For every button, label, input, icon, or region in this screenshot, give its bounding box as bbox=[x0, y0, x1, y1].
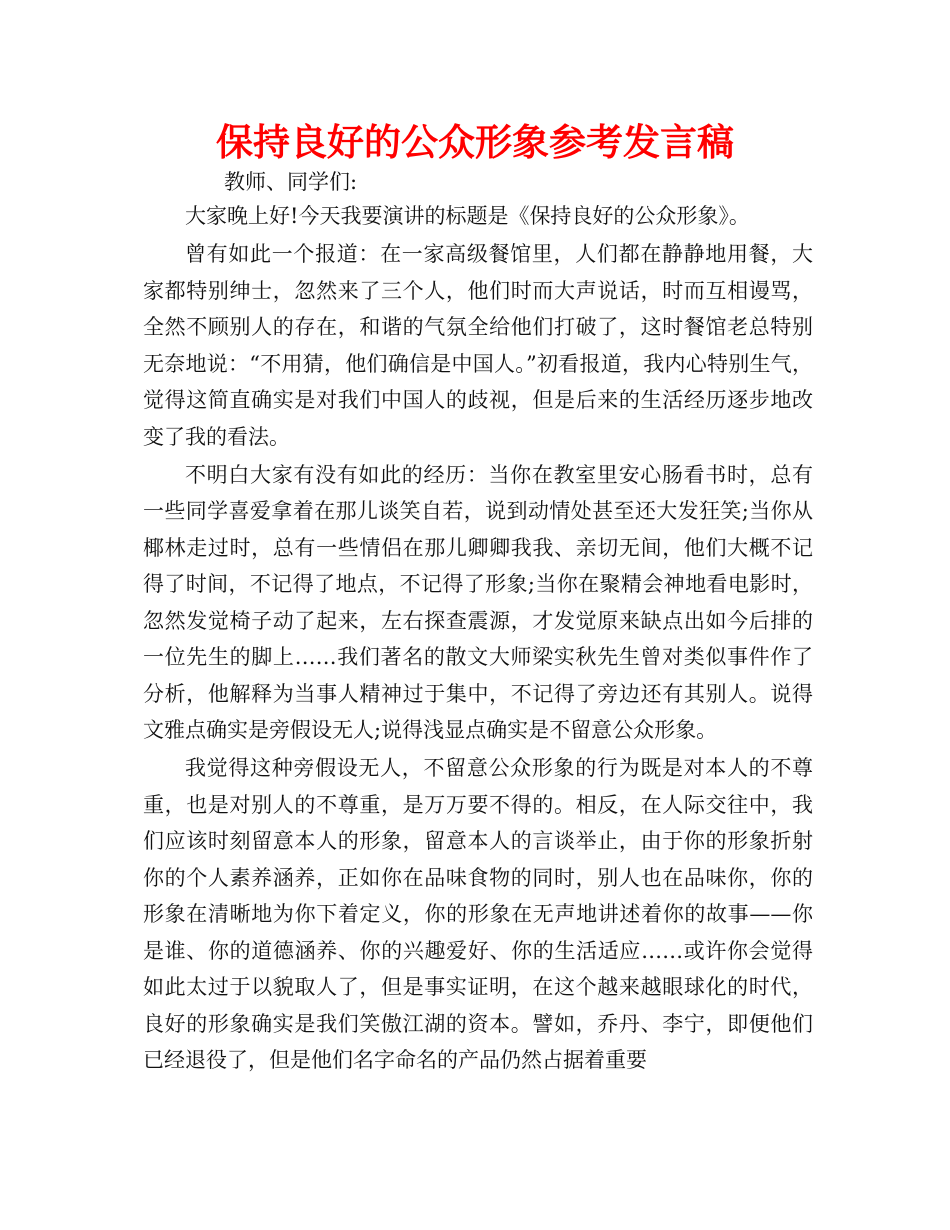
paragraph: 曾有如此一个报道：在一家高级餐馆里，人们都在静静地用餐，大家都特别绅士，忽然来了三个人，他们时而大声说话，时而互相谩骂，全然不顾别人的存在，和谐的气氛全给他们打破了，这时餐馆老总特别无奈地说：“不用猜，他们确信是中国人。”初看报道，我内心特别生气，觉得这简直确实是对我们中国人的歧视，但是后来的生活经历逐步地改变了我的看法。 bbox=[143, 242, 813, 449]
paragraph: 大家晚上好!今天我要演讲的标题是《保持良好的公众形象》。 bbox=[185, 204, 750, 228]
paragraph: 不明白大家有没有如此的经历：当你在教室里安心肠看书时，总有一些同学喜爱拿着在那儿谈笑自若，说到动情处甚至还大发狂笑;当你从椰林走过时，总有一些情侣在那儿卿卿我我、亲切无间，他们大概不记得了时间，不记得了地点，不记得了形象;当你在聚精会神地看电影时，忽然发觉椅子动了起来，左右探查震源，才发觉原来缺点出如今后排的一位先生的脚上……我们著名的散文大师梁实秋先生曾对类似事件作了分析，他解释为当事人精神过于集中，不记得了旁边还有其别人。说得文雅点确实是旁假设无人;说得浅显点确实是不留意公众形象。 bbox=[143, 462, 813, 742]
paragraph: 我觉得这种旁假设无人，不留意公众形象的行为既是对本人的不尊重，也是对别人的不尊重，是万万要不得的。相反，在人际交往中，我们应该时刻留意本人的形象，留意本人的言谈举止，由于你的形象折射你的个人素养涵养，正如你在品味食物的同时，别人也在品味你，你的形象在清晰地为你下着定义，你的形象在无声地讲述着你的故事——你是谁、你的道德涵养、你的兴趣爱好、你的生活适应……或许你会觉得如此太过于以貌取人了，但是事实证明，在这个越来越眼球化的时代，良好的形象确实是我们笑傲江湖的资本。譬如，乔丹、李宁，即便他们已经退役了，但是他们名字命名的产品仍然占据着重要 bbox=[143, 756, 813, 1072]
document-title: 保持良好的公众形象参考发言稿 bbox=[216, 121, 734, 164]
salutation: 教师、同学们: bbox=[224, 170, 358, 194]
document-body bbox=[143, 198, 813, 1079]
